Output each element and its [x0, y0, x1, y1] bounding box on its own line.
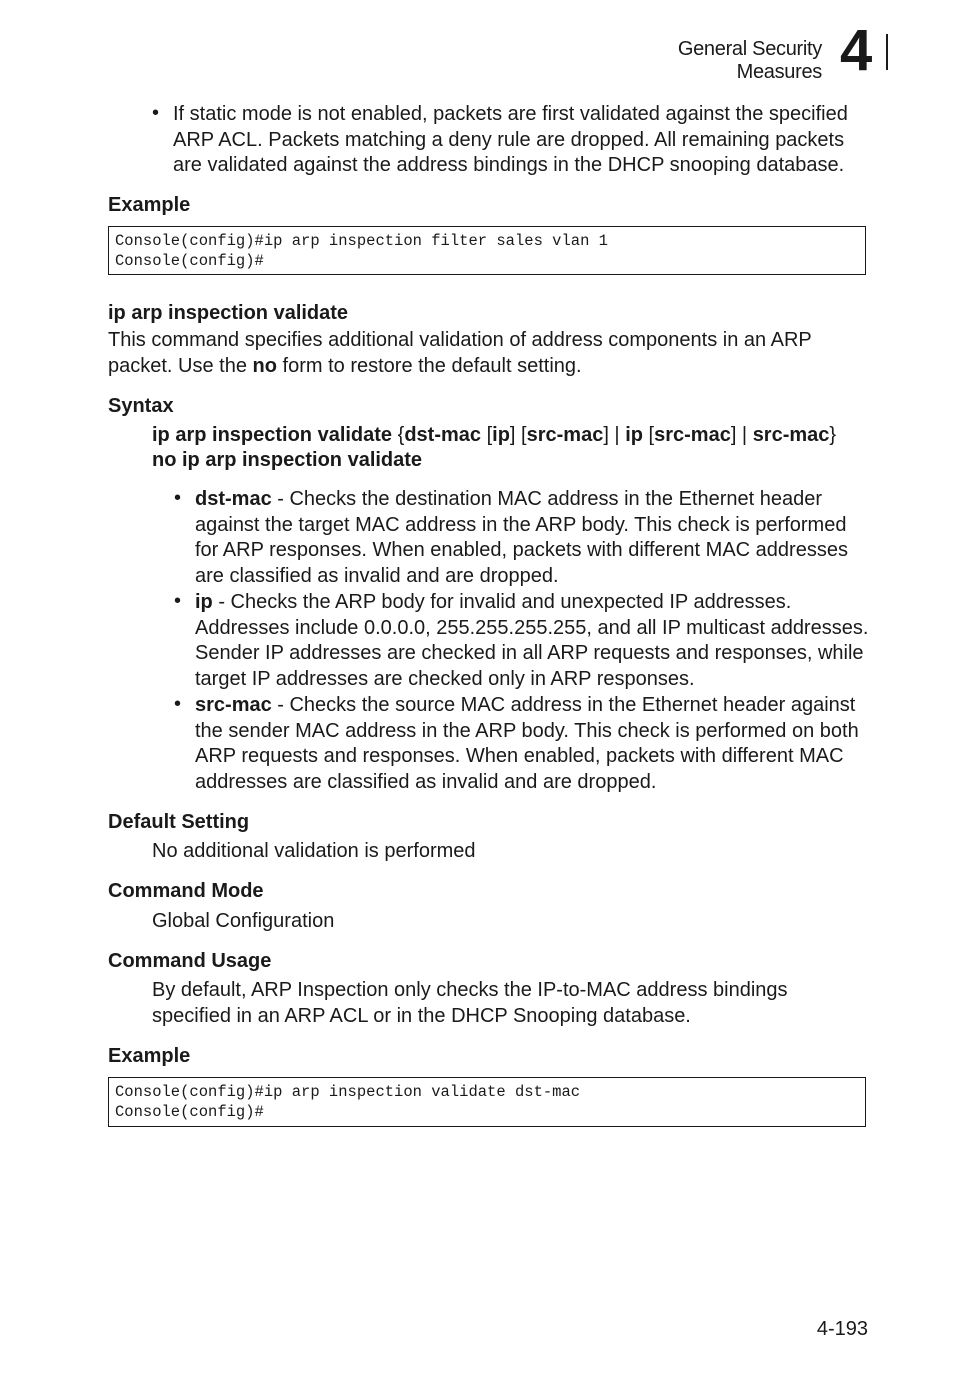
example-heading: Example — [108, 1045, 191, 1067]
command-usage-heading: Command Usage — [108, 950, 272, 972]
running-header-title: General Security Measures — [677, 38, 822, 83]
code-example-validate — [108, 1077, 866, 1127]
no-keyword: no — [252, 354, 277, 377]
command-usage-text: By default, ARP Inspection only checks the IP-to-MAC address bindings specified in an ARP ACL or in the DHCP Snooping database. — [152, 979, 788, 1027]
command-mode-text: Global Configuration — [152, 910, 335, 932]
syntax-keyword: ip — [625, 424, 643, 446]
default-setting-heading: Default Setting — [108, 811, 250, 833]
syntax-keyword: src-mac — [654, 424, 731, 446]
param-ip — [195, 590, 875, 692]
bullet-icon: • — [174, 487, 182, 509]
param-text: - Checks the destination MAC address in the Ethernet header against the target MAC address in the ARP body. This check is performed for ARP responses. When enabled, packets with different MAC addresses are classified as invalid and are dropped. — [195, 488, 848, 587]
code-example-filter — [108, 226, 866, 275]
syntax-heading: Syntax — [108, 395, 174, 417]
syntax-keyword: src-mac — [526, 424, 604, 446]
command-description — [108, 328, 848, 379]
syntax-line-1 — [152, 423, 836, 449]
syntax-command: ip arp inspection validate — [152, 424, 393, 446]
page-number: 4-193 — [816, 1318, 868, 1340]
intro-bullet-text: If static mode is not enabled, packets are first validated against the specified ARP ACL. Packets matching a deny rule are dropped. All remaining packets are validated against the address bindings in the DHCP snooping database. — [173, 103, 848, 176]
syntax-punct: } — [829, 424, 837, 446]
param-term: ip — [195, 591, 213, 613]
syntax-punct: ] [ — [509, 424, 527, 446]
description-text: This command specifies additional validation of address components in an ARP packet. Use the — [108, 329, 812, 377]
syntax-punct: ] | — [603, 424, 626, 446]
bullet-icon: • — [174, 590, 182, 612]
example-heading: Example — [108, 194, 191, 216]
code-line: Console(config)# — [115, 252, 264, 270]
command-title: ip arp inspection validate — [108, 302, 349, 324]
description-text: form to restore the default setting. — [276, 354, 582, 377]
bullet-icon: • — [152, 102, 160, 124]
syntax-no-form: no ip arp inspection validate — [152, 449, 423, 471]
syntax-keyword: dst-mac — [404, 424, 482, 446]
default-setting-text: No additional validation is performed — [152, 840, 476, 862]
param-term: src-mac — [195, 694, 272, 716]
param-text: - Checks the ARP body for invalid and unexpected IP addresses. Addresses include 0.0.0.0, 255.255.255.255, and all IP multicast addresses. Sender IP addresses are checked in all ARP requests and responses, while target IP addresses are checked only in ARP responses. — [195, 591, 869, 690]
chapter-number: 4 — [840, 18, 871, 83]
syntax-line-2 — [152, 448, 422, 474]
command-mode-heading: Command Mode — [108, 880, 264, 902]
param-text: - Checks the source MAC address in the Ethernet header against the sender MAC address in the ARP body. This check is performed on both ARP requests and responses. When enabled, packets with different MAC addresses are classified as invalid and are dropped. — [195, 694, 859, 793]
syntax-punct: ] | — [730, 424, 753, 446]
code-line: Console(config)# — [115, 1103, 264, 1121]
bullet-icon: • — [174, 693, 182, 715]
param-dst-mac — [195, 487, 875, 589]
code-line: Console(config)#ip arp inspection validate dst-mac — [115, 1083, 581, 1101]
code-line: Console(config)#ip arp inspection filter sales vlan 1 — [115, 232, 608, 250]
param-src-mac — [195, 693, 875, 795]
syntax-punct: [ — [481, 424, 493, 446]
syntax-punct: { — [392, 424, 405, 446]
syntax-keyword: ip — [492, 424, 510, 446]
syntax-punct: [ — [642, 424, 655, 446]
chapter-divider — [886, 34, 888, 70]
syntax-keyword: src-mac — [752, 424, 830, 446]
param-term: dst-mac — [195, 488, 272, 510]
